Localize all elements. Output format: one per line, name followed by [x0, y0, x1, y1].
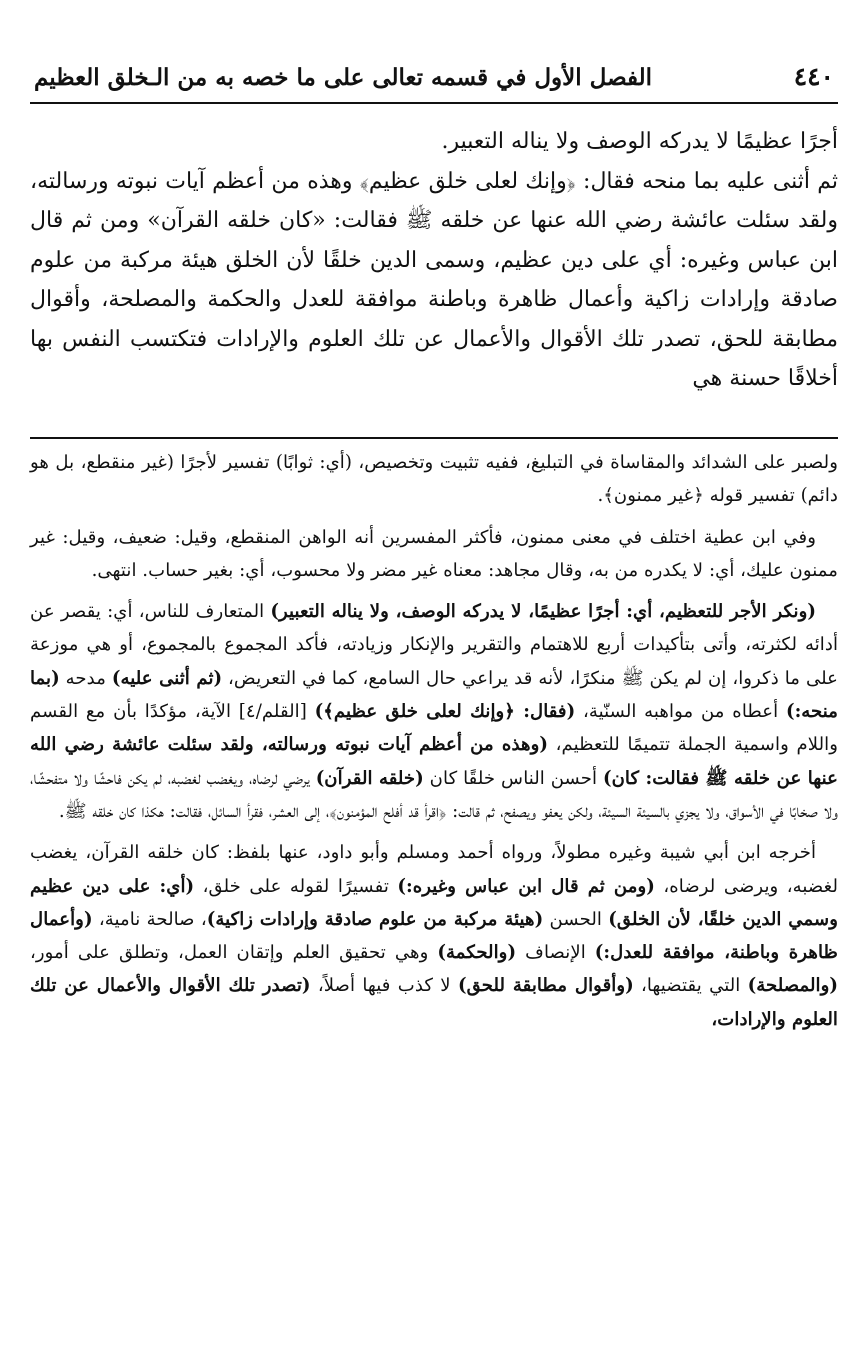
main-paragraph: ثم أثنى عليه بما منحه فقال: ﴿وإنك لعلى خلق عظيم﴾ وهذه من أعظم آيات نبوته ورسالته، ولقد سئلت عائشة رضي الله عنها عن خلقه ﷺ فقالت: «كان خلقه القرآن» ومن ثم قال ابن عباس وغيره: أي على دين عظيم، وسمى الدين خلقًا لأن الخلق هيئة مركبة من علوم صادقة وإرادات زاكية وأعمال ظاهرة وباطنة موافقة للعدل والحكمة والمصلحة، وأقوال مطابقة للحق، تصدر تلك الأقوال والأعمال عن تلك العلوم والإرادات فتكتسب النفس بها أخلاقًا حسنة هي — [30, 168, 838, 391]
quoted-text: (ومن ثم قال ابن عباس وغيره:) — [397, 875, 655, 897]
footnote-divider — [30, 437, 838, 439]
quoted-text: (والمصلحة) — [747, 975, 838, 997]
running-title: الفصل الأول في قسمه تعالى على ما خصه به من الـخلق العظيم — [34, 64, 653, 91]
explanation-text: أعطاه من مواهبه السنّية، — [575, 701, 786, 723]
quoted-text: (أي: على دين عظيم وسمي الدين خلقًا، لأن الخلق) — [30, 875, 839, 930]
quoted-text: (ثم أثنى عليه) — [111, 667, 223, 689]
explanation-text: مدحه — [59, 667, 112, 689]
commentary-paragraph — [30, 595, 838, 828]
quoted-text: (وأعمال ظاهرة وباطنة، موافقة للعدل:) — [30, 908, 838, 964]
explanation-text: الإنصاف — [516, 942, 595, 964]
commentary-paragraph — [30, 836, 838, 1036]
explanation-text: لا كذب فيها أصلاً، — [310, 975, 458, 997]
quoted-text: (بما منحه:) — [30, 667, 839, 723]
quoted-text: (خلقه القرآن) — [315, 767, 424, 789]
quoted-text: (والحكمة) — [437, 942, 517, 964]
commentary-paragraph: ولصبر على الشدائد والمقاساة في التبليغ، ففيه تثبيت وتخصيص، (أي: ثوابًا) تفسير لأجرًا (غير منقطع، بل هو دائم) تفسير قوله ﴿غير ممنون﴾. — [30, 452, 838, 507]
quoted-text: (هيئة مركبة من علوم صادقة وإرادات زاكية) — [206, 908, 544, 930]
quoted-text: (تصدر تلك الأقوال والأعمال عن تلك العلوم والإرادات، — [30, 975, 838, 1030]
explanation-text: ، صالحة نامية، — [92, 908, 207, 930]
explanation-text: وهي تحقيق العلم وإتقان العمل، وتطلق على أمور، — [30, 942, 438, 964]
main-text — [30, 122, 838, 399]
quoted-text: (وأقوال مطابقة للحق) — [457, 975, 634, 997]
explanation-text: تفسيرًا لقوله على خلق، — [194, 875, 398, 897]
explanation-text: أحسن الناس خلقًا كان — [423, 767, 603, 789]
commentary-paragraph: وفي ابن عطية اختلف في معنى ممنون، فأكثر المفسرين أنه الواهن المنقطع، وقيل: ضعيف، وقيل: غير ممنون عليك، أي: لا يكدره من به، وقال مجاهد: معناه غير مضر ولا محسوب، أي: بغير حساب. انتهى. — [30, 526, 838, 581]
page-number: ٤٤٠ — [793, 62, 834, 91]
explanation-text: التي يقتضيها، — [633, 975, 748, 997]
main-paragraph: أجرًا عظيمًا لا يدركه الوصف ولا يناله التعبير. — [441, 129, 838, 154]
quoted-text: (ونكر الأجر للتعظيم، أي: أجرًا عظيمًا، لا يدركه الوصف، ولا يناله التعبير) — [270, 601, 816, 623]
quoted-text: (وهذه من أعظم آيات نبوته ورسالته، ولقد سئلت عائشة رضي الله عنها عن خلقه ﷺ فقالت: كان) — [30, 734, 838, 789]
explanation-text: أخرجه ابن أبي شيبة وغيره مطولاً، ورواه أحمد ومسلم وأبو داود، عنها بلفظ: كان خلقه القرآن، يغضب لغضبه، ويرضى لرضاه، — [30, 842, 838, 897]
explanation-text: المتعارف للناس، أي: يقصر عن أدائه لكثرته، وأتى بتأكيدات أربع للاهتمام والتقرير والإنكار وزيادته، فأكد المجموع بالمجموع، أو هي موزعة على ما ذكروا، إن لم يكن ﷺ منكرًا، لأنه قد يراعي حال السامع، كما في التعريض، — [30, 601, 838, 689]
page-header — [30, 58, 838, 104]
explanation-text: الحسن — [543, 908, 609, 930]
commentary — [30, 446, 838, 1044]
explanation-text: يرضي لرضاه، ويغضب لغضبه، لم يكن فاحشًا ولا متفحشًا، ولا صخابًا في الأسواق، ولا يجزي بالسيئة السيئة، ولكن يعفو ويصفح، ثم قالت: ﴿اقرأ قد أفلح المؤمنون﴾، إلى العشر، فقرأ السائل، فقالت: هكذا كان خلقه ﷺ. — [30, 767, 838, 822]
quoted-text: (فقال: ﴿وإنك لعلى خلق عظيم﴾) — [314, 701, 576, 723]
explanation-text: [القلم/٤] الآية، مؤكدًا بأن مع القسم واللام واسمية الجملة تتميمًا للتعظيم، — [30, 701, 838, 756]
